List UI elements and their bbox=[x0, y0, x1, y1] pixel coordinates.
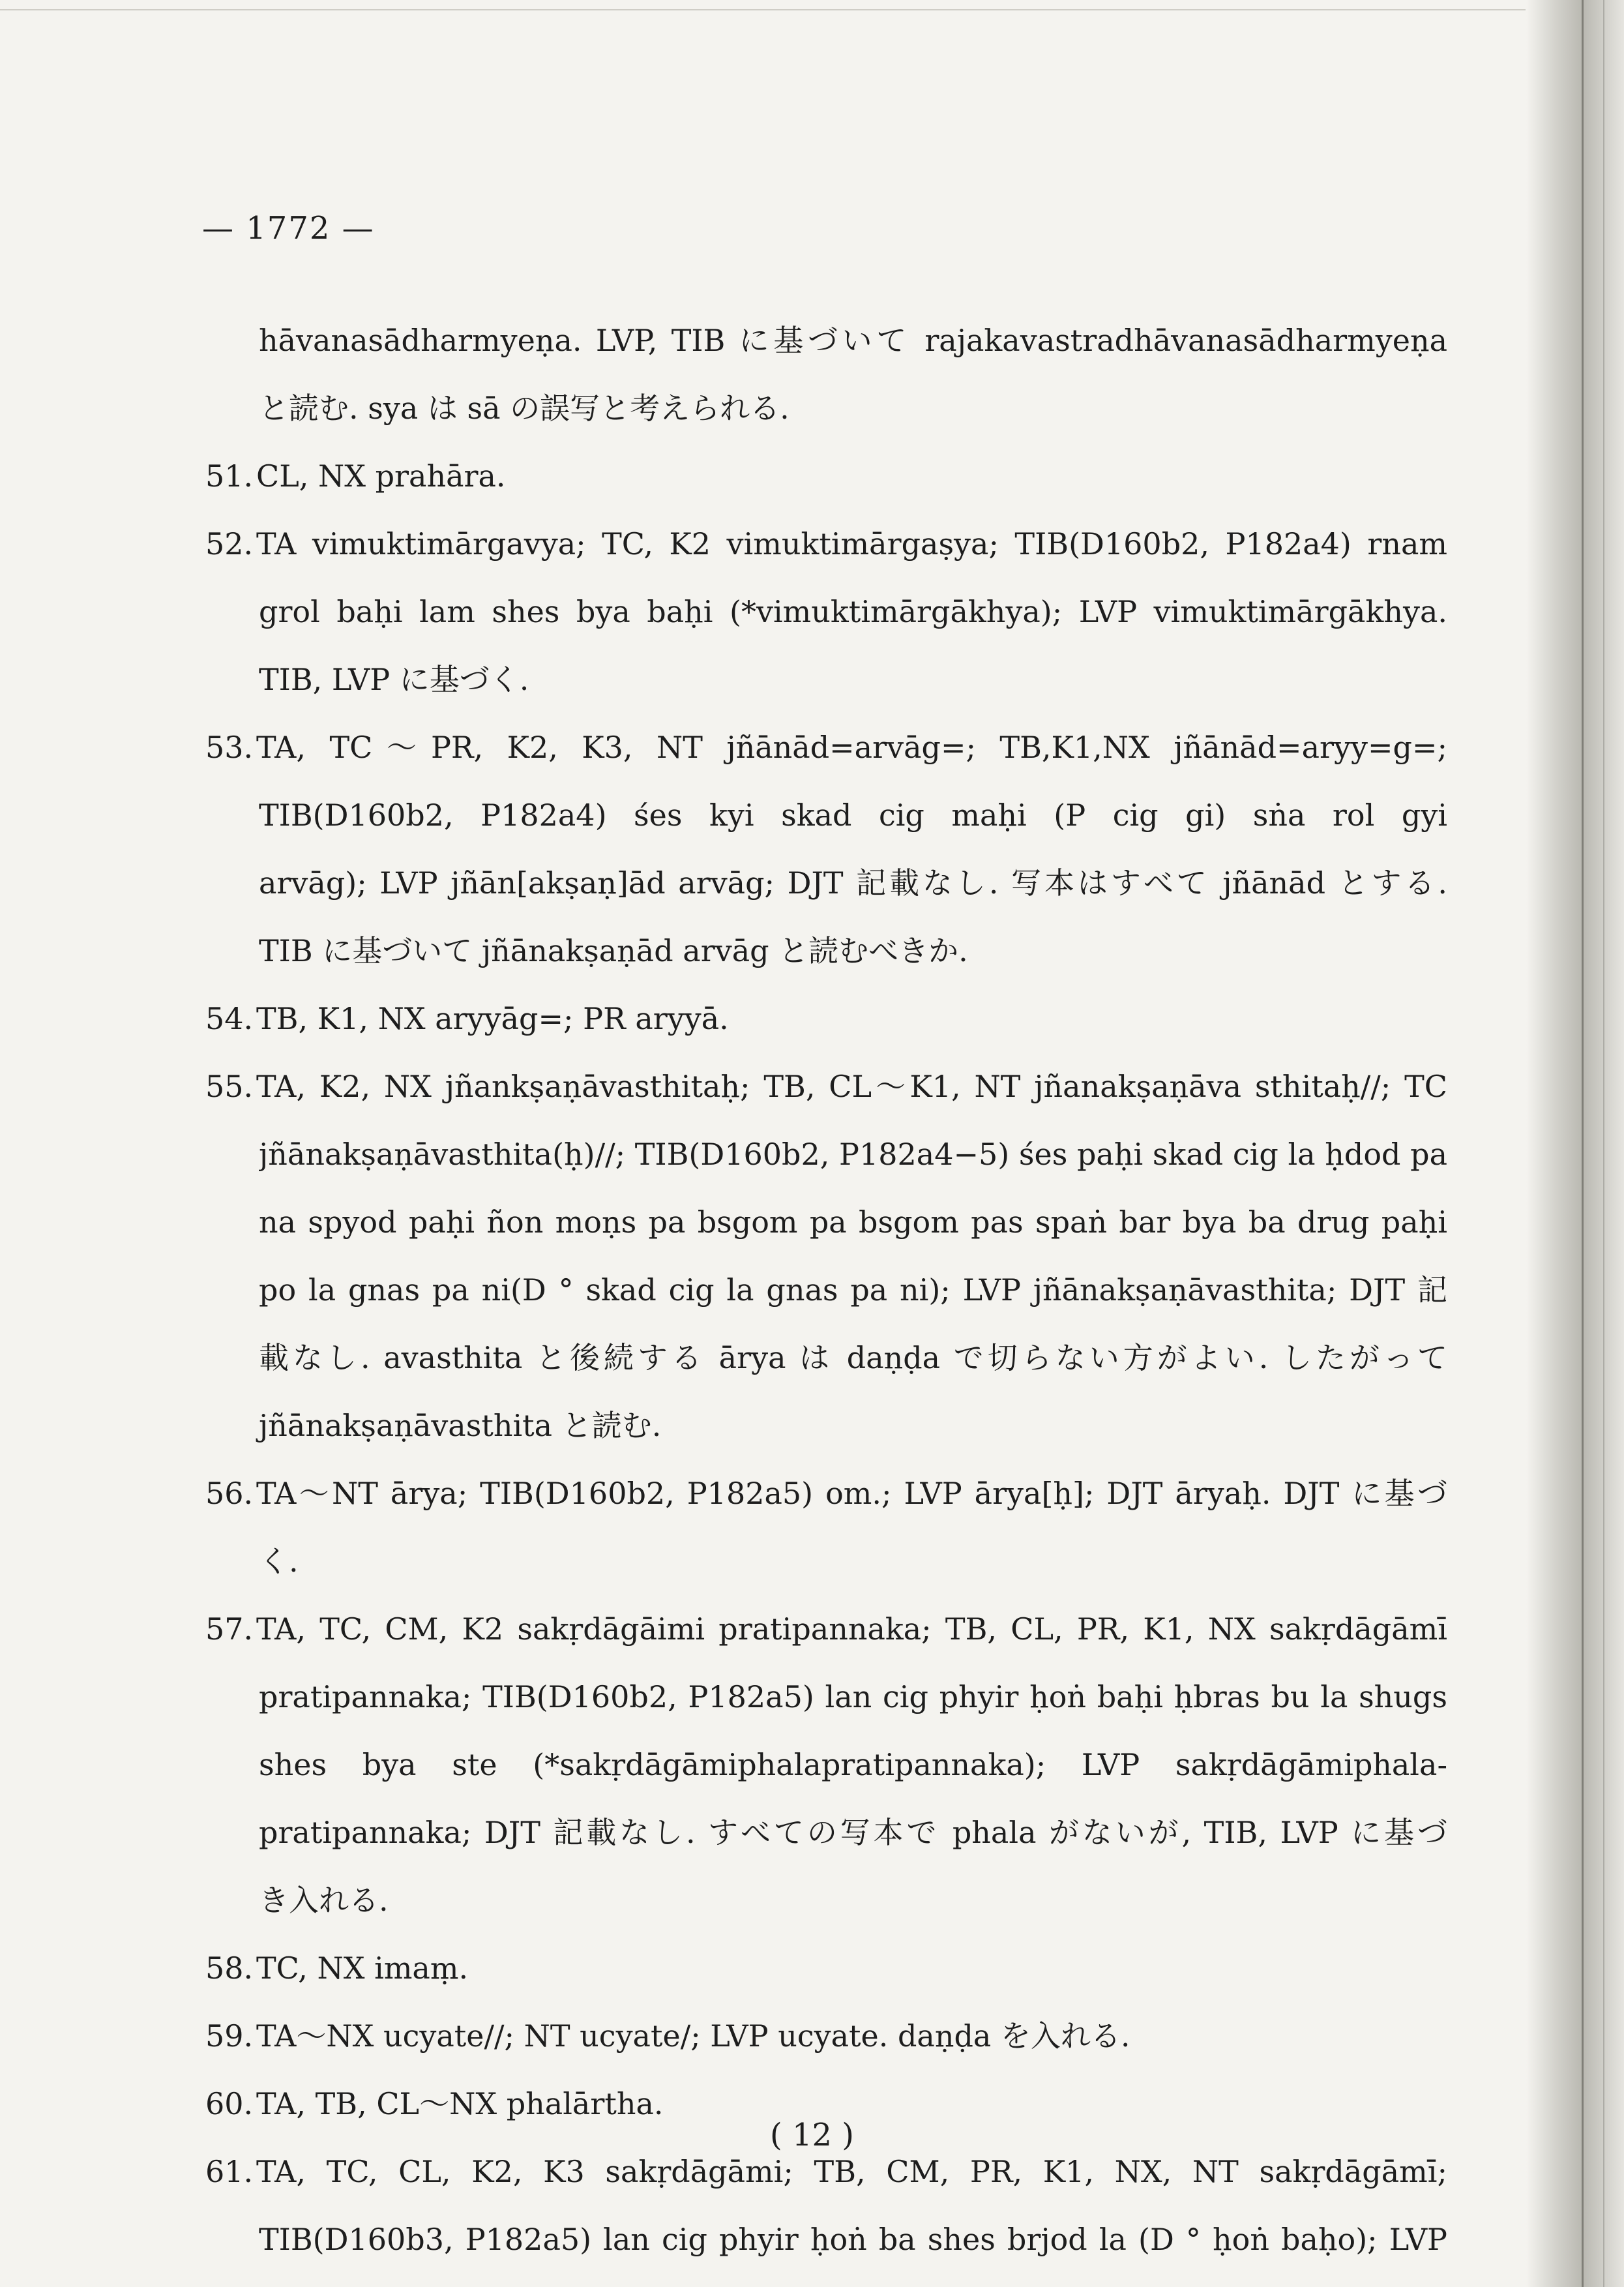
footnote-line-continuation bbox=[205, 1663, 1447, 1731]
footnote-line-continuation bbox=[205, 2205, 1447, 2273]
footnote-line-start bbox=[205, 1934, 1447, 2002]
footnote-text: TIB に基づいて jñānakṣaṇād arvāg と読むべきか. bbox=[259, 933, 968, 968]
footnote-text bbox=[259, 2273, 1447, 2287]
footnote-line-continuation bbox=[205, 1256, 1447, 1324]
footnote-line-start bbox=[205, 442, 1447, 510]
footnote-text: TA, K2, NX jñankṣaṇāvasthitaḥ; TB, CL〜K1, NT jñanakṣaṇāva sthitaḥ//; TC bbox=[256, 1069, 1447, 1104]
footnote-text: pratipannaka; DJT 記載なし. すべての写本で phala がないが, TIB, LVP に基づ bbox=[259, 1815, 1447, 1850]
footnote-text: TA, TB, CL〜NX phalārtha. bbox=[256, 2086, 664, 2121]
footnote-line-start bbox=[205, 2002, 1447, 2070]
footnote-text: TB, K1, NX aryyāg=; PR aryyā. bbox=[256, 1001, 729, 1036]
footnote-text: jñānakṣaṇāvasthita(ḥ)//; TIB(D160b2, P182a4−5) śes paḥi skad cig la ḥdod pa bbox=[259, 1137, 1447, 1172]
footnote-number: 54. bbox=[205, 1001, 254, 1036]
footnote-text: po la gnas pa ni(D ° skad cig la gnas pa ni); LVP jñānakṣaṇāvasthita; DJT 記 bbox=[259, 1272, 1447, 1308]
footnote-line-continuation bbox=[205, 1324, 1447, 1392]
footnote-line-continuation bbox=[205, 849, 1447, 917]
footnote-text: CL, NX prahāra. bbox=[256, 458, 506, 494]
footnote-text: き入れる. bbox=[259, 1883, 389, 1918]
footnote-line-continuation bbox=[205, 374, 1447, 442]
footnote-line-continuation bbox=[205, 646, 1447, 713]
footnote-text: TA〜NX ucyate//; NT ucyate/; LVP ucyate. daṇḍa を入れる. bbox=[256, 2018, 1130, 2054]
footnote-line-start bbox=[205, 713, 1447, 781]
footnote-line-continuation bbox=[205, 306, 1447, 374]
footnote-number: 53. bbox=[205, 730, 254, 765]
page-number: — 1772 — bbox=[202, 210, 375, 247]
footnote-number: 52. bbox=[205, 526, 254, 561]
footnote-text: TA vimuktimārgavya; TC, K2 vimuktimārgaṣya; TIB(D160b2, P182a4) rnam bbox=[256, 526, 1447, 561]
footnote-text: と読む. sya は sā の誤写と考えられる. bbox=[259, 391, 790, 426]
footnote-line-continuation bbox=[205, 1120, 1447, 1188]
binding-shadow bbox=[1526, 0, 1624, 2287]
footnote-line-start bbox=[205, 1595, 1447, 1663]
footnote-body bbox=[205, 306, 1447, 2287]
footnote-text: TC, NX imaṃ. bbox=[256, 1951, 469, 1986]
footnote-text: na spyod paḥi ñon moṇs pa bsgom pa bsgom pas spaṅ bar bya ba drug paḥi bbox=[259, 1204, 1447, 1240]
footnote-text: grol baḥi lam shes bya baḥi (*vimuktimārgākhya); LVP vimuktimārgākhya. bbox=[259, 594, 1447, 629]
footnote-line-start bbox=[205, 985, 1447, 1053]
binding-edge-line-outer bbox=[1603, 0, 1604, 2287]
scan-top-rule bbox=[0, 9, 1526, 10]
footnote-line-start bbox=[205, 1459, 1447, 1527]
page-footer: ( 12 ) bbox=[769, 2117, 855, 2153]
footnote-number: 56. bbox=[205, 1476, 254, 1511]
footnote-number: 57. bbox=[205, 1611, 254, 1647]
footnote-line-start bbox=[205, 510, 1447, 578]
footnote-text: TIB(D160b2, P182a4) śes kyi skad cig maḥi (P cig gi) sṅa rol gyi bbox=[259, 798, 1447, 833]
footnote-line-continuation bbox=[205, 917, 1447, 985]
footnote-number: 60. bbox=[205, 2086, 254, 2121]
footnote-line-continuation bbox=[205, 578, 1447, 646]
footnote-line-continuation bbox=[205, 1188, 1447, 1256]
footnote-number: 61. bbox=[205, 2154, 254, 2189]
footnote-text: arvāg); LVP jñān[akṣaṇ]ād arvāg; DJT 記載なし. 写本はすべて jñānād とする. bbox=[259, 865, 1447, 901]
footnote-text: TA, TC, CL, K2, K3 sakṛdāgāmi; TB, CM, PR, K1, NX, NT sakṛdāgāmī; bbox=[256, 2154, 1447, 2189]
footnote-text: shes bya ste (*sakṛdāgāmiphalapratipannaka); LVP sakṛdāgāmiphala- bbox=[259, 1747, 1447, 1782]
footnote-line-continuation bbox=[205, 1392, 1447, 1459]
footnote-text: TIB, LVP に基づく. bbox=[259, 662, 529, 697]
footnote-text: TA, TC, CM, K2 sakṛdāgāimi pratipannaka; TB, CL, PR, K1, NX sakṛdāgāmī bbox=[256, 1611, 1447, 1647]
footnote-text: く. bbox=[259, 1544, 299, 1579]
footnote-number: 51. bbox=[205, 458, 254, 494]
footnote-text: jñānakṣaṇāvasthita と読む. bbox=[259, 1408, 662, 1443]
binding-edge-line bbox=[1582, 0, 1584, 2287]
footnote-line-continuation bbox=[205, 1731, 1447, 1799]
footnote-text: 載なし. avasthita と後続する ārya は daṇḍa で切らない方がよい. したがって bbox=[259, 1340, 1447, 1375]
footnote-text: pratipannaka; TIB(D160b2, P182a5) lan cig phyir ḥoṅ baḥi ḥbras bu la shugs bbox=[259, 1679, 1447, 1714]
footnote-number: 55. bbox=[205, 1069, 254, 1104]
footnote-number: 58. bbox=[205, 1951, 254, 1986]
footnote-text: TIB(D160b3, P182a5) lan cig phyir ḥoṅ ba shes brjod la (D ° ḥoṅ baḥo); LVP bbox=[259, 2222, 1447, 2257]
footnote-line-continuation bbox=[205, 1527, 1447, 1595]
footnote-line-start bbox=[205, 1053, 1447, 1120]
footnote-number: 59. bbox=[205, 2018, 254, 2054]
footnote-text: TA〜NT ārya; TIB(D160b2, P182a5) om.; LVP ārya[ḥ]; DJT āryaḥ. DJT に基づ bbox=[256, 1476, 1447, 1511]
footnote-line-continuation bbox=[205, 2273, 1447, 2287]
footnote-line-continuation bbox=[205, 1799, 1447, 1866]
footnote-text: TA, TC〜PR, K2, K3, NT jñānād=arvāg=; TB,K1,NX jñānād=aryy=g=; bbox=[256, 730, 1447, 765]
footnote-line-continuation bbox=[205, 1866, 1447, 1934]
footnote-line-continuation bbox=[205, 781, 1447, 849]
footnote-text: hāvanasādharmyeṇa. LVP, TIB に基づいて rajakavastradhāvanasādharmyeṇa bbox=[259, 323, 1447, 358]
